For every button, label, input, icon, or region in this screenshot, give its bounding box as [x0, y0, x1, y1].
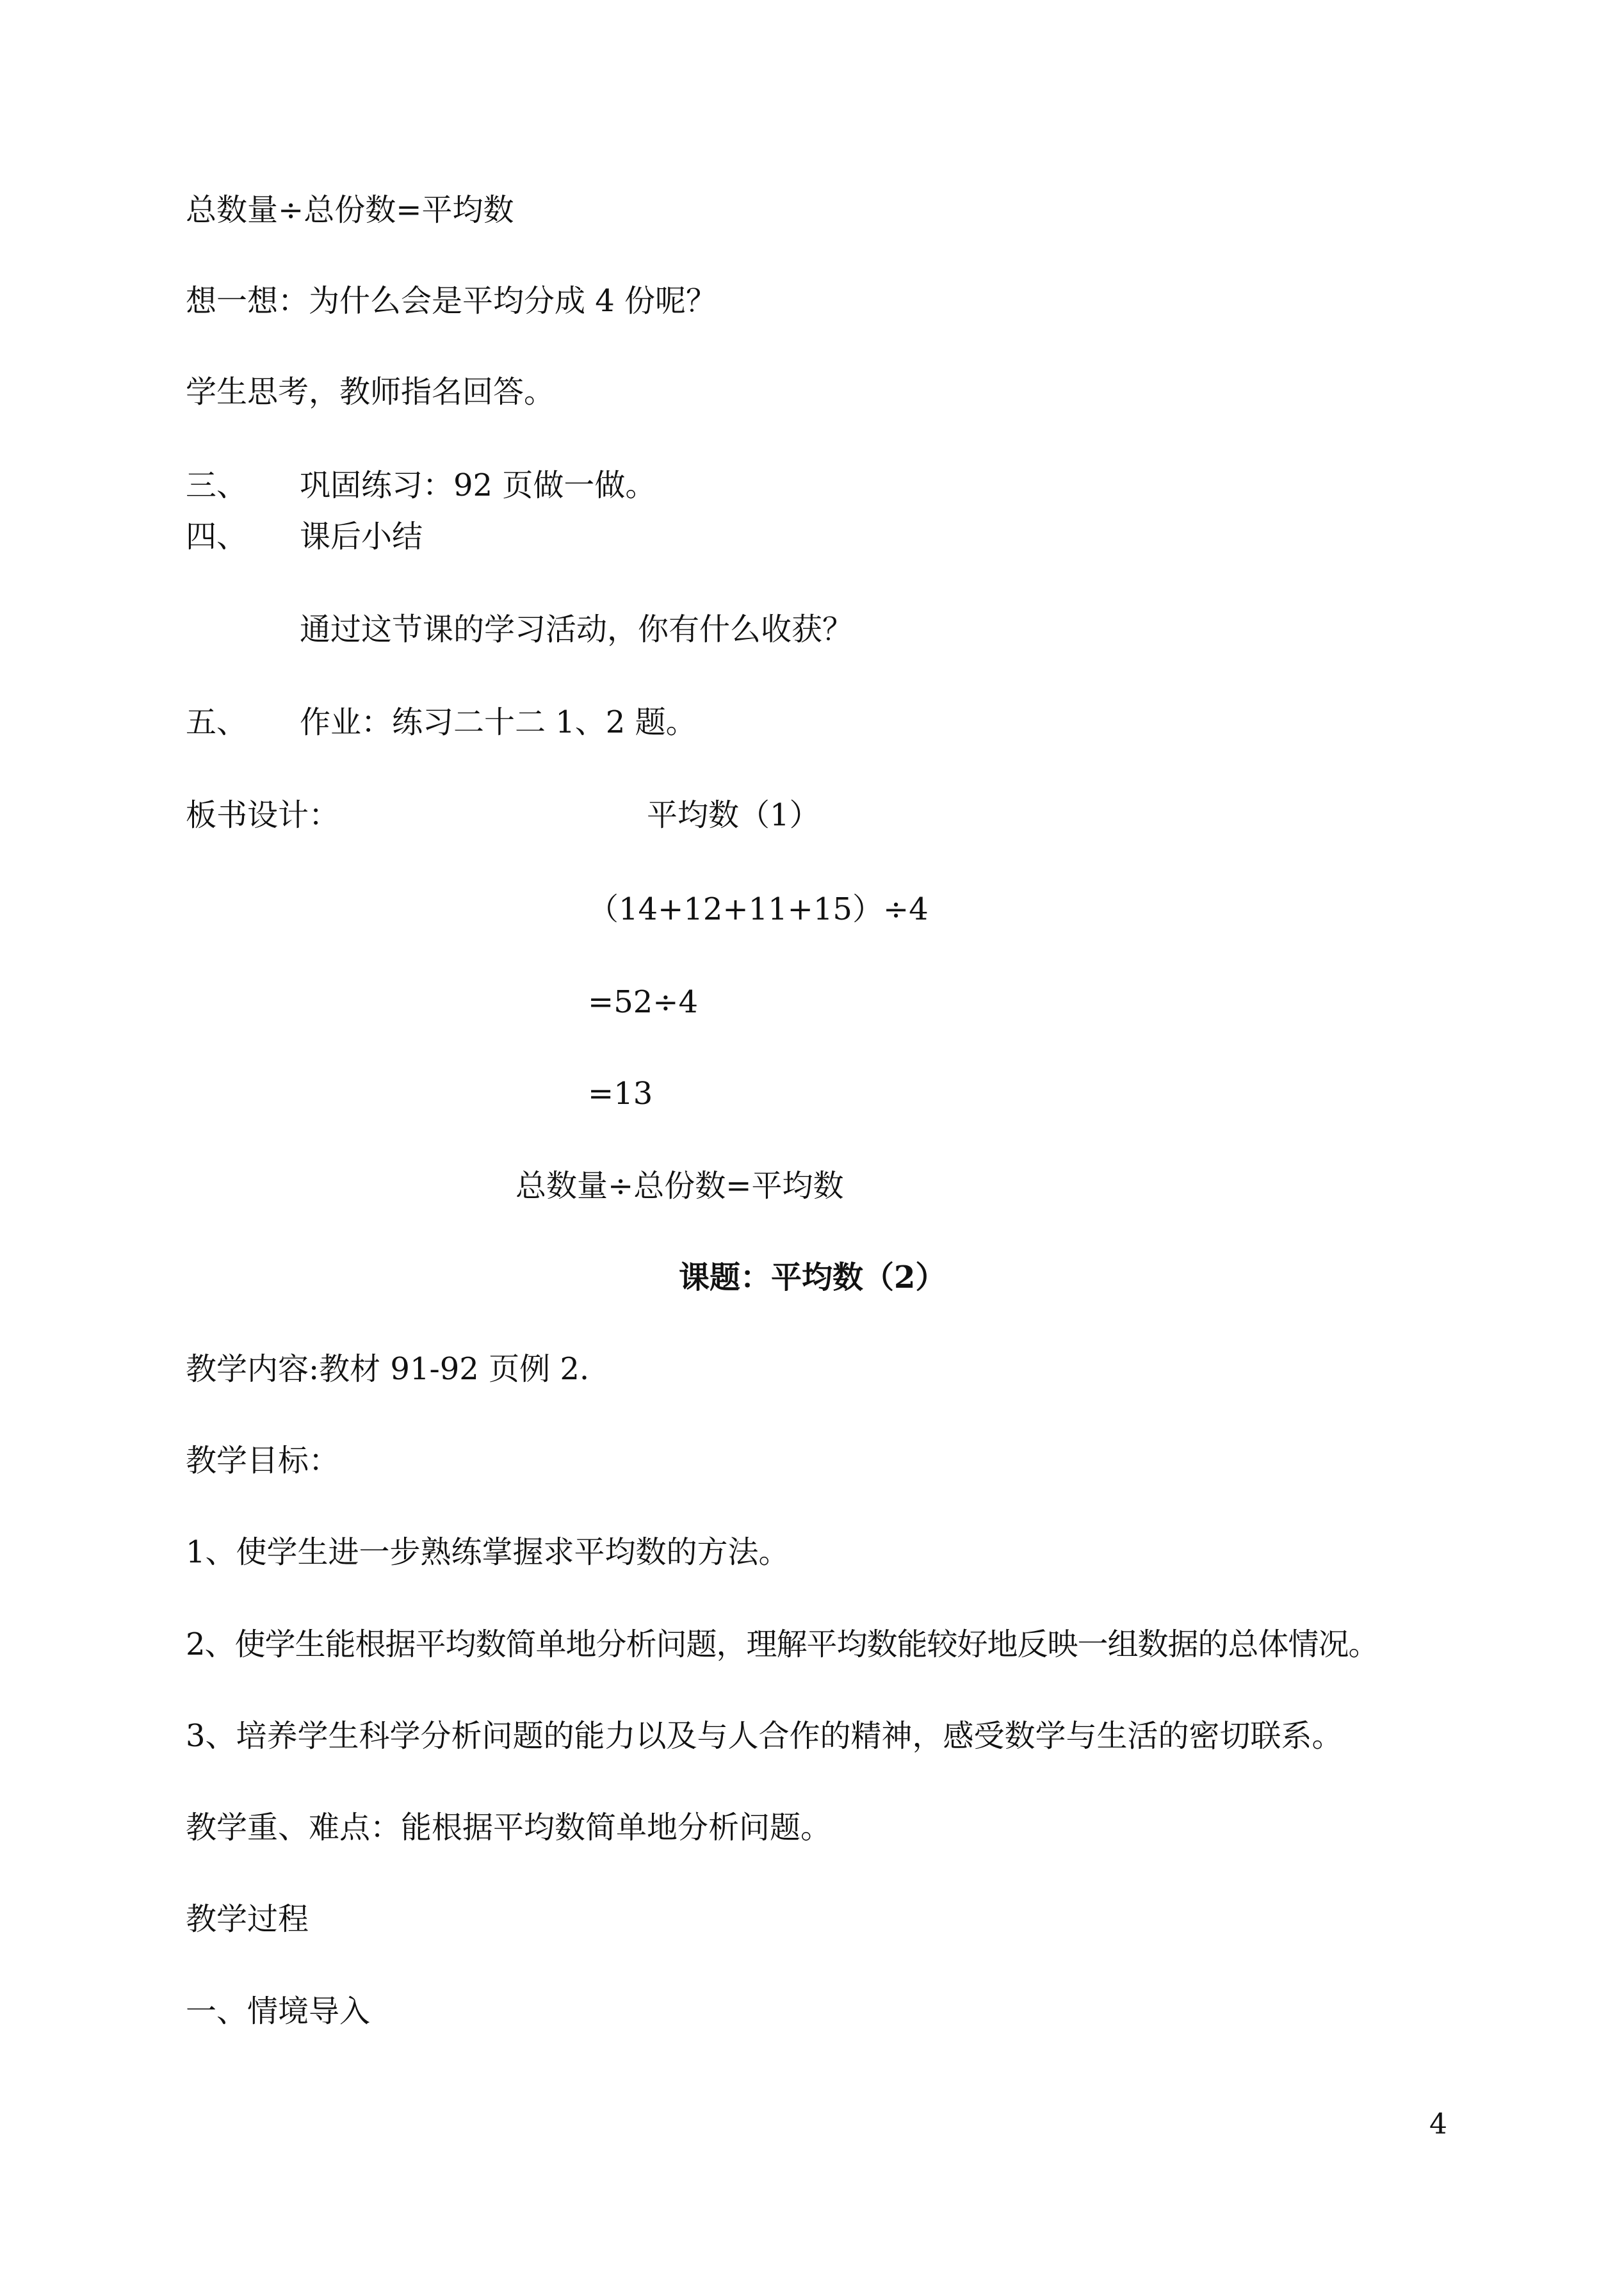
text-line: 总数量÷总份数=平均数: [186, 192, 514, 228]
text-line: 教学目标：: [186, 1443, 340, 1479]
list-item-text: 作业：练习二十二 1、2 题。: [300, 704, 697, 740]
text-line: 想一想：为什么会是平均分成 4 份呢？: [186, 283, 717, 319]
list-number: 三、: [186, 467, 248, 503]
text-line: 教学内容:教材 91-92 页例 2.: [186, 1351, 590, 1387]
formula-line: 总数量÷总份数=平均数: [516, 1168, 844, 1204]
board-design-title: 平均数（1）: [647, 797, 820, 833]
board-design-label: 板书设计：: [186, 797, 340, 833]
list-number: 四、: [186, 519, 248, 555]
text-line: 教学过程: [186, 1901, 309, 1937]
list-item-text: 课后小结: [300, 519, 423, 555]
page-number: 4: [1429, 2108, 1447, 2141]
text-line: 2、使学生能根据平均数简单地分析问题，理解平均数能较好地反映一组数据的总体情况。: [186, 1626, 1379, 1662]
lesson-title: 课题：平均数（2）: [679, 1260, 946, 1295]
formula-line: （14+12+11+15）÷4: [588, 891, 929, 927]
text-line: 一、情境导入: [186, 1993, 371, 2029]
text-line: 3、培养学生科学分析问题的能力以及与人合作的精神，感受数学与生活的密切联系。: [186, 1718, 1343, 1754]
text-line: 学生思考，教师指名回答。: [186, 374, 555, 410]
text-line: 通过这节课的学习活动，你有什么收获？: [300, 612, 854, 647]
formula-line: =52÷4: [588, 984, 699, 1020]
list-item-text: 巩固练习：92 页做一做。: [300, 467, 656, 503]
text-line: 教学重、难点：能根据平均数简单地分析问题。: [186, 1810, 832, 1845]
text-line: 1、使学生进一步熟练掌握求平均数的方法。: [186, 1534, 790, 1570]
formula-line: =13: [588, 1076, 653, 1112]
list-number: 五、: [186, 704, 248, 740]
